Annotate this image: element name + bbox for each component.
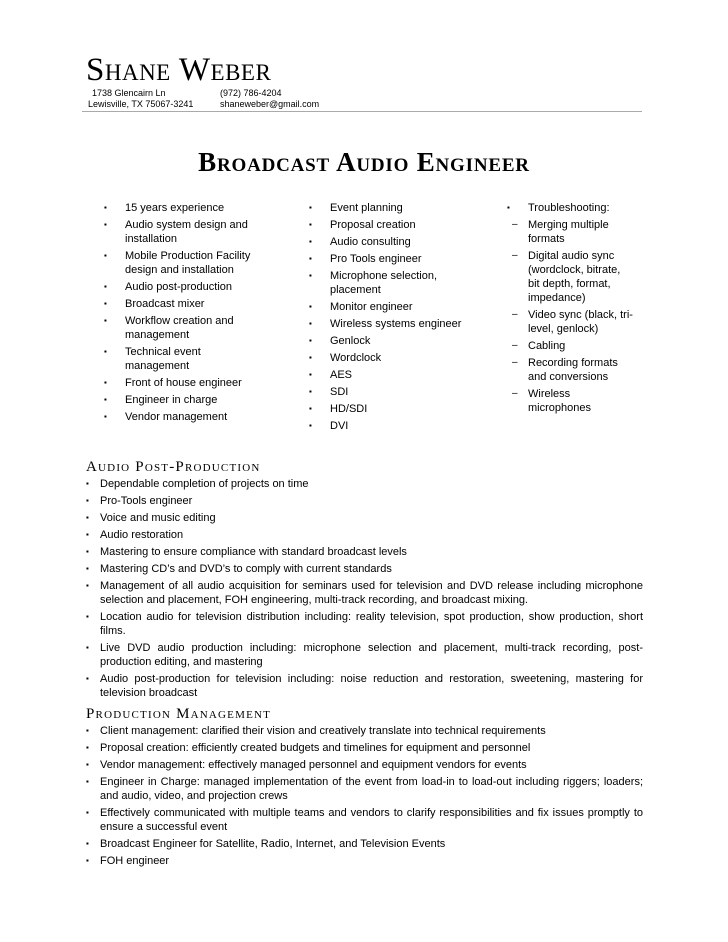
- square-bullet-icon: ▪: [104, 347, 107, 356]
- square-bullet-icon: ▪: [309, 421, 312, 430]
- list-item-text: HD/SDI: [330, 403, 368, 415]
- audio-post-production-list: [86, 477, 643, 703]
- square-bullet-icon: ▪: [104, 299, 107, 308]
- list-item: [100, 314, 260, 342]
- list-item: [503, 308, 633, 336]
- list-item: [86, 672, 643, 700]
- list-item: [100, 393, 260, 407]
- square-bullet-icon: ▪: [86, 760, 89, 769]
- list-item-text: Engineer in Charge: managed implementation of the event from load-in to load-out including riggers; loaders; and audio, video, and projection crews: [100, 776, 643, 802]
- list-item: [86, 610, 643, 638]
- skills-column-1: [100, 201, 260, 427]
- list-item-text: Effectively communicated with multiple teams and vendors to clarify responsibilities and fix issues promptly to ensure a successful event: [100, 807, 643, 833]
- square-bullet-icon: ▪: [309, 370, 312, 379]
- square-bullet-icon: ▪: [86, 479, 89, 488]
- list-item: [305, 269, 470, 297]
- square-bullet-icon: ▪: [309, 203, 312, 212]
- phone-number: (972) 786-4204: [220, 88, 282, 98]
- list-item-text: Mastering CD’s and DVD’s to comply with current standards: [100, 563, 392, 575]
- square-bullet-icon: ▪: [309, 302, 312, 311]
- list-item: [503, 387, 633, 415]
- square-bullet-icon: ▪: [309, 387, 312, 396]
- list-item-text: AES: [330, 369, 353, 381]
- square-bullet-icon: ▪: [86, 547, 89, 556]
- list-item: [305, 402, 470, 416]
- dash-bullet-icon: –: [512, 388, 518, 399]
- list-item-text: Technical event management: [125, 346, 201, 372]
- list-item-text: Event planning: [330, 202, 403, 214]
- square-bullet-icon: ▪: [507, 203, 510, 212]
- email-address: shaneweber@gmail.com: [220, 99, 320, 109]
- list-item-text: FOH engineer: [100, 855, 170, 867]
- address-line-1: 1738 Glencairn Ln: [92, 88, 166, 98]
- list-item: [503, 201, 633, 215]
- production-management-list: [86, 724, 643, 871]
- square-bullet-icon: ▪: [86, 513, 89, 522]
- square-bullet-icon: ▪: [104, 220, 107, 229]
- list-item: [503, 339, 633, 353]
- list-item: [503, 356, 633, 384]
- list-item-text: Wordclock: [330, 352, 382, 364]
- list-item-text: 15 years experience: [125, 202, 225, 214]
- list-item-text: Broadcast Engineer for Satellite, Radio, Internet, and Television Events: [100, 838, 446, 850]
- list-item-text: Pro Tools engineer: [330, 253, 422, 265]
- square-bullet-icon: ▪: [104, 282, 107, 291]
- list-item: [305, 419, 470, 433]
- square-bullet-icon: ▪: [86, 496, 89, 505]
- address-line-2: Lewisville, TX 75067-3241: [88, 99, 194, 109]
- list-item: [86, 477, 643, 491]
- list-item-text: Vendor management: effectively managed personnel and equipment vendors for events: [100, 759, 527, 771]
- list-item-text: Cabling: [528, 340, 566, 352]
- list-item: [305, 218, 470, 232]
- square-bullet-icon: ▪: [86, 743, 89, 752]
- list-item-text: DVI: [330, 420, 349, 432]
- square-bullet-icon: ▪: [309, 271, 312, 280]
- list-item-text: Voice and music editing: [100, 512, 216, 524]
- address-block: [88, 88, 194, 110]
- list-item-text: Audio post-production for television including: noise reduction and restoration, sweetening, mastering for television broadcast: [100, 673, 643, 699]
- list-item: [86, 758, 643, 772]
- list-item-text: Broadcast mixer: [125, 298, 205, 310]
- square-bullet-icon: ▪: [86, 839, 89, 848]
- list-item-text: Mastering to ensure compliance with standard broadcast levels: [100, 546, 407, 558]
- list-item-text: Microphone selection, placement: [330, 270, 438, 296]
- list-item-text: Monitor engineer: [330, 301, 413, 313]
- square-bullet-icon: ▪: [309, 237, 312, 246]
- square-bullet-icon: ▪: [86, 530, 89, 539]
- dash-bullet-icon: –: [512, 340, 518, 351]
- list-item: [305, 235, 470, 249]
- skills-column-2: [305, 201, 470, 436]
- list-item-text: Audio consulting: [330, 236, 411, 248]
- list-item: [100, 249, 260, 277]
- list-item-text: Audio post-production: [125, 281, 233, 293]
- section-heading-production-management: Production Management: [86, 706, 272, 722]
- square-bullet-icon: ▪: [309, 254, 312, 263]
- square-bullet-icon: ▪: [86, 643, 89, 652]
- list-item: [86, 579, 643, 607]
- list-item: [100, 297, 260, 311]
- square-bullet-icon: ▪: [86, 856, 89, 865]
- list-item: [100, 280, 260, 294]
- list-item: [86, 837, 643, 851]
- list-item-text: Management of all audio acquisition for seminars used for television and DVD release including microphone selection and placement, FOH engineering, multi-track recording, and broadcast mixing.: [100, 580, 643, 606]
- square-bullet-icon: ▪: [104, 395, 107, 404]
- list-item: [86, 854, 643, 868]
- list-item: [86, 724, 643, 738]
- square-bullet-icon: ▪: [309, 353, 312, 362]
- list-item-text: Live DVD audio production including: microphone selection and placement, multi-track recording, post-production editing, and mastering: [100, 642, 643, 668]
- list-item-text: Pro-Tools engineer: [100, 495, 193, 507]
- list-item: [305, 385, 470, 399]
- section-heading-audio-post-production: Audio Post-Production: [86, 459, 261, 475]
- list-item-text: Troubleshooting:: [528, 202, 610, 214]
- list-item: [100, 218, 260, 246]
- square-bullet-icon: ▪: [86, 777, 89, 786]
- list-item-text: Location audio for television distribution including: reality television, spot production, show production, short films.: [100, 611, 643, 637]
- list-item: [305, 351, 470, 365]
- dash-bullet-icon: –: [512, 250, 518, 261]
- list-item: [100, 376, 260, 390]
- list-item-text: Dependable completion of projects on time: [100, 478, 309, 490]
- list-item-text: Audio system design and installation: [125, 219, 248, 245]
- list-item-text: Client management: clarified their vision and creatively translate into technical requirements: [100, 725, 546, 737]
- list-item: [503, 249, 633, 305]
- list-item: [100, 201, 260, 215]
- square-bullet-icon: ▪: [309, 220, 312, 229]
- list-item-text: Proposal creation: efficiently created budgets and timelines for equipment and personnel: [100, 742, 531, 754]
- square-bullet-icon: ▪: [309, 404, 312, 413]
- list-item-text: Front of house engineer: [125, 377, 242, 389]
- list-item-text: Genlock: [330, 335, 371, 347]
- square-bullet-icon: ▪: [104, 316, 107, 325]
- list-item-text: Recording formats and conversions: [528, 357, 618, 383]
- list-item: [86, 528, 643, 542]
- square-bullet-icon: ▪: [104, 251, 107, 260]
- list-item: [305, 334, 470, 348]
- dash-bullet-icon: –: [512, 357, 518, 368]
- square-bullet-icon: ▪: [104, 378, 107, 387]
- header-divider: [82, 111, 642, 112]
- square-bullet-icon: ▪: [86, 581, 89, 590]
- square-bullet-icon: ▪: [86, 612, 89, 621]
- list-item: [86, 741, 643, 755]
- list-item-text: Merging multiple formats: [528, 219, 609, 245]
- list-item: [100, 345, 260, 373]
- dash-bullet-icon: –: [512, 309, 518, 320]
- list-item-text: SDI: [330, 386, 349, 398]
- square-bullet-icon: ▪: [86, 564, 89, 573]
- square-bullet-icon: ▪: [86, 726, 89, 735]
- dash-bullet-icon: –: [512, 219, 518, 230]
- list-item: [503, 218, 633, 246]
- list-item: [86, 562, 643, 576]
- list-item: [100, 410, 260, 424]
- list-item-text: Wireless microphones: [528, 388, 591, 414]
- square-bullet-icon: ▪: [309, 336, 312, 345]
- list-item-text: Wireless systems engineer: [330, 318, 462, 330]
- list-item: [86, 775, 643, 803]
- list-item-text: Video sync (black, tri-level, genlock): [528, 309, 633, 335]
- skills-column-3: [503, 201, 633, 418]
- list-item: [305, 201, 470, 215]
- square-bullet-icon: ▪: [86, 808, 89, 817]
- list-item: [86, 494, 643, 508]
- list-item: [305, 252, 470, 266]
- list-item: [86, 511, 643, 525]
- list-item: [86, 545, 643, 559]
- square-bullet-icon: ▪: [104, 203, 107, 212]
- list-item: [305, 368, 470, 382]
- list-item-text: Digital audio sync (wordclock, bitrate, bit depth, format, impedance): [528, 250, 621, 304]
- list-item: [305, 300, 470, 314]
- square-bullet-icon: ▪: [104, 412, 107, 421]
- list-item: [86, 806, 643, 834]
- list-item: [305, 317, 470, 331]
- list-item-text: Proposal creation: [330, 219, 416, 231]
- square-bullet-icon: ▪: [86, 674, 89, 683]
- candidate-name: Shane Weber: [86, 52, 272, 88]
- list-item-text: Engineer in charge: [125, 394, 218, 406]
- contact-block: [220, 88, 319, 110]
- list-item: [86, 641, 643, 669]
- list-item-text: Vendor management: [125, 411, 228, 423]
- list-item-text: Mobile Production Facility design and installation: [125, 250, 251, 276]
- list-item-text: Workflow creation and management: [125, 315, 234, 341]
- list-item-text: Audio restoration: [100, 529, 184, 541]
- job-title: Broadcast Audio Engineer: [198, 147, 530, 177]
- square-bullet-icon: ▪: [309, 319, 312, 328]
